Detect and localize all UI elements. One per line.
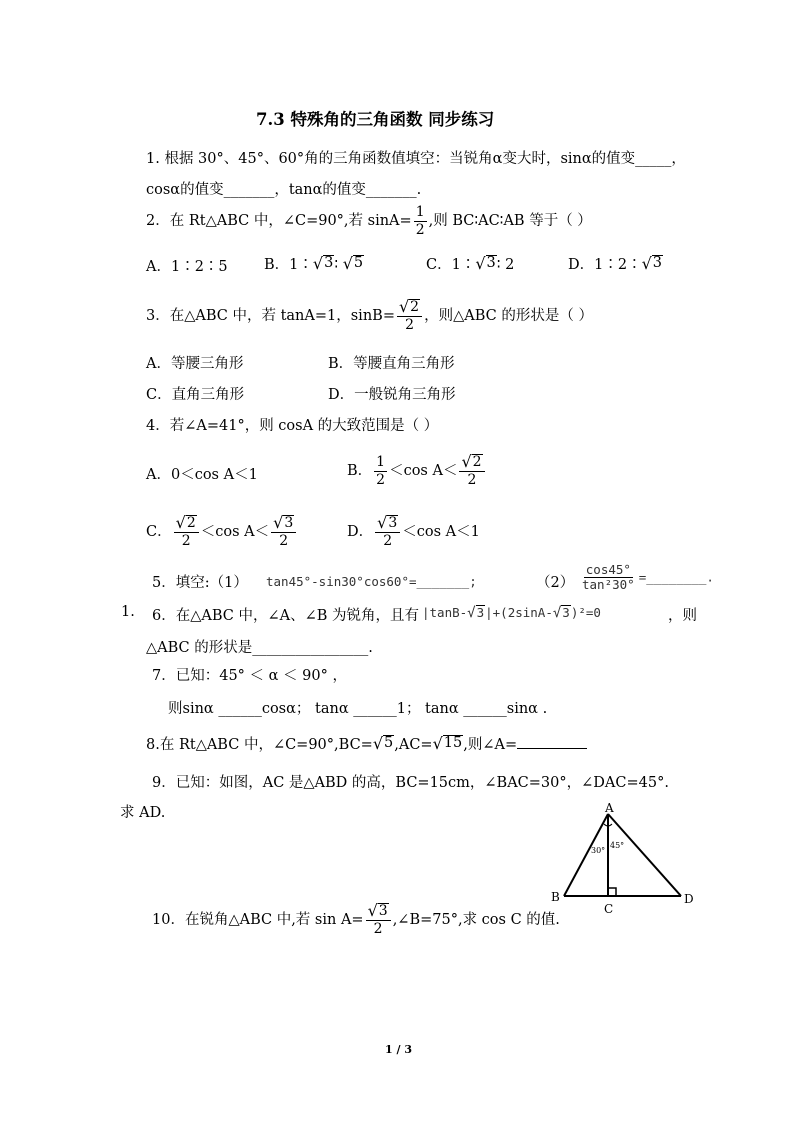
q2-option-b: [264, 253, 364, 274]
q3-post: ，则△ABC 的形状是（ ）: [424, 308, 593, 324]
page-number: 1 / 3: [385, 1043, 412, 1056]
q10-post: ,∠B=75°,求 cos C 的值.: [392, 912, 560, 928]
q1-line1: 1. 根据 30°、45°、60°角的三角函数值填空：当锐角α变大时，sinα的值变_____，: [146, 151, 686, 167]
q3-option-d: D．一般锐角三角形: [328, 387, 456, 403]
angle-label-45: 45°: [610, 841, 625, 850]
q2-pre: 2．在 Rt△ABC 中，∠C=90°,若 sinA=: [146, 213, 412, 229]
q2-b-sqrt2: √ 5: [342, 254, 364, 273]
q3-option-b: B．等腰直角三角形: [328, 356, 455, 372]
q3-den: 2: [405, 317, 414, 334]
label-a: A: [605, 801, 614, 815]
q10-fraction: √ 3 2: [366, 903, 391, 938]
q4-b-label: B．: [347, 463, 373, 479]
q10-line: [152, 898, 560, 942]
q4-c-mid: ＜cos A＜: [200, 524, 270, 540]
q2-post: ,则 BC∶AC∶AB 等于（ ）: [428, 213, 592, 229]
q4-option-b: [347, 449, 487, 493]
q9-triangle-figure: [548, 800, 698, 920]
q6-expr: |tanB- √ 3 |+(2sinA- √ 3 )²=0: [422, 605, 601, 621]
q3-stem: [146, 294, 593, 338]
q2-den: 2: [415, 221, 425, 238]
q7-stem: 7．已知：45° ＜ α ＜ 90° ，: [152, 668, 347, 684]
q8-line: [146, 733, 587, 754]
q4-b-mid: ＜cos A＜: [389, 463, 458, 479]
q4-b-frac2: √ 2 2: [459, 454, 484, 489]
q6-post: ，则: [668, 608, 697, 624]
q5-num: cos45°: [585, 562, 631, 577]
q2-stem: [146, 202, 592, 240]
q4-c-label: C．: [146, 524, 172, 540]
q2-c-sqrt: √ 3: [475, 254, 496, 273]
q2-c-pre: C．1∶: [426, 257, 476, 273]
q1-line2: cosα的值变_______，tanα的值变_______.: [146, 182, 422, 198]
q3-sqrt: √ 2: [398, 297, 420, 317]
q2-b-sqrt1: √ 3: [312, 254, 334, 273]
q4-option-c: [146, 510, 298, 554]
q2-option-a: A．1∶2∶5: [146, 259, 228, 275]
q5-fraction: [578, 563, 714, 593]
q2-option-c: [426, 253, 514, 274]
q8-mid: ,AC=: [394, 737, 433, 753]
q4-stem: 4．若∠A=41°，则 cosA 的大致范围是（ ）: [146, 418, 439, 434]
q2-fraction: [414, 204, 427, 237]
q8-pre: 8.在 Rt△ABC 中，∠C=90°,BC=: [146, 737, 373, 753]
q6-pre: 6．在△ABC 中，∠A、∠B 为锐角，且有: [152, 608, 420, 624]
q8-sqrt2: √ 15: [432, 734, 463, 753]
q8-answer-blank: [517, 748, 587, 749]
q2-num: 1: [415, 204, 425, 221]
q4-d-label: D．: [347, 524, 374, 540]
q8-sqrt1: √ 5: [372, 734, 394, 753]
q10-pre: 10．在锐角△ABC 中,若 sin A=: [152, 912, 364, 928]
q6-line2: △ABC 的形状是________________.: [146, 640, 373, 656]
q2-d-pre: D．1∶2∶: [568, 257, 642, 273]
q3-option-c: C．直角三角形: [146, 387, 245, 403]
label-c: C: [604, 902, 614, 916]
q2-b-mid: ∶: [334, 257, 343, 273]
q3-pre: 3．在△ABC 中，若 tanA=1，sinB=: [146, 308, 395, 324]
q2-c-post: ∶ 2: [496, 257, 515, 273]
q9-line1: 9．已知：如图，AC 是△ABD 的高，BC=15cm，∠BAC=30°，∠DAC=45°.: [152, 775, 669, 791]
q4-c-frac2: √ 3 2: [271, 515, 296, 550]
page-title: 7.3 特殊角的三角函数 同步练习: [256, 110, 495, 129]
q8-post: ,则∠A=: [463, 737, 518, 753]
q3-option-a: A．等腰三角形: [146, 356, 244, 372]
q4-option-a: A．0＜cos A＜1: [146, 467, 258, 483]
q4-d-frac1: √ 3 2: [375, 515, 400, 550]
q5-mid: （2）: [536, 575, 575, 591]
q4-option-d: [347, 510, 480, 554]
segment-ad: [608, 814, 681, 896]
q6-marker: 1.: [121, 604, 135, 620]
label-b: B: [551, 890, 560, 904]
angle-label-30: 30°: [591, 846, 606, 855]
segment-ab: [564, 814, 608, 896]
q5-tail: =________.: [638, 569, 714, 585]
q2-option-d: [568, 253, 663, 274]
q9-line2: 求 AD.: [120, 805, 166, 821]
q2-d-sqrt: √ 3: [641, 254, 663, 273]
label-d: D: [684, 892, 694, 906]
q7-line2: 则sinα ______cosα； tanα ______1； tanα ______sinα .: [168, 701, 548, 717]
q3-fraction: [397, 299, 422, 334]
q4-b-frac1: $\frac{1}{2}$: [376, 454, 386, 488]
q4-c-frac1: √ 2 2: [174, 515, 199, 550]
q5-expr1: tan45°-sin30°cos60°=_______;: [266, 574, 477, 589]
q5-den: tan²30°: [582, 577, 635, 593]
right-angle-marker: [608, 888, 616, 896]
q5-pre: 5．填空:（1）: [152, 575, 248, 591]
q2-b-pre: B．1∶: [264, 257, 313, 273]
q4-d-post: ＜cos A＜1: [402, 524, 480, 540]
